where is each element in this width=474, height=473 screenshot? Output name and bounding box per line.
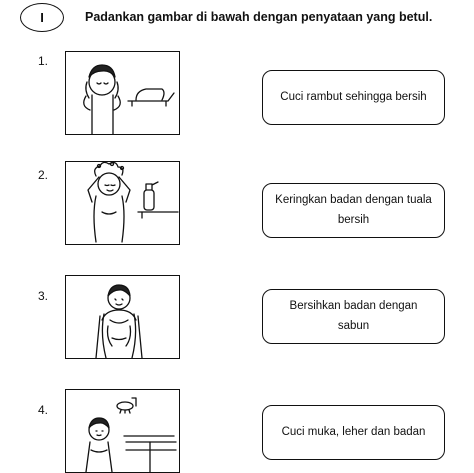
- section-number: I: [40, 10, 44, 25]
- statement-box-2[interactable]: [262, 183, 445, 238]
- statement-text-1: Cuci rambut sehingga bersih: [280, 90, 427, 103]
- statement-text-2: Keringkan badan dengan tuala bersih: [275, 193, 432, 226]
- item-number-2: 2.: [38, 168, 49, 182]
- statement-text-4: Cuci muka, leher dan badan: [281, 425, 426, 438]
- boy-showering-icon: [65, 389, 180, 473]
- boy-drying-with-towel-icon: [65, 275, 180, 359]
- statement-box-3[interactable]: [262, 289, 445, 344]
- item-number-1: 1.: [38, 54, 49, 68]
- boy-washing-face-icon: [65, 51, 180, 135]
- section-number-badge: [20, 3, 64, 32]
- statement-box-4[interactable]: [262, 405, 445, 460]
- statement-text-3: Bersihkan badan dengan sabun: [289, 299, 418, 332]
- statement-box-1[interactable]: [262, 70, 445, 125]
- item-number-3: 3.: [38, 289, 49, 303]
- boy-shampooing-hair-icon: [65, 161, 180, 245]
- instruction-text: Padankan gambar di bawah dengan penyataan yang betul.: [85, 10, 433, 24]
- item-number-4: 4.: [38, 403, 49, 417]
